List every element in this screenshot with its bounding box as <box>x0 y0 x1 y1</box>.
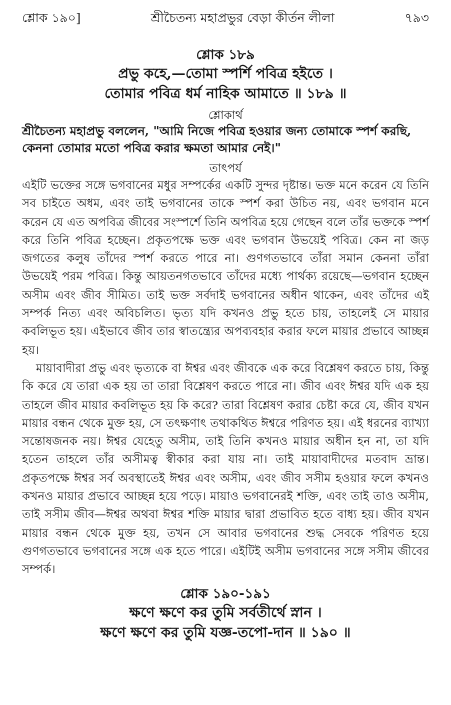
translation-text: শ্রীচৈতন্য মহাপ্রভু বললেন, "আমি নিজে পবিত্র হওয়ার জন্য তোমাকে স্পর্শ করছি, কেননা তোমার মতো পবিত্র করার ক্ষমতা আমার নেই।" <box>22 124 412 155</box>
next-verse-line-2: ক্ষণে ক্ষণে কর তুমি যজ্ঞ-তপো-দান ॥ ১৯০ ॥ <box>100 624 351 641</box>
header-verse-ref: শ্লোক ১৯০] <box>22 10 81 25</box>
verse-line-1: প্রভু কহে,—তোমা স্পর্শি পবিত্র হইতে । <box>118 66 333 82</box>
verse-line-2: তোমার পবিত্র ধর্ম নাহিক আমাতে ॥ ১৮৯ ॥ <box>104 86 347 102</box>
running-header <box>22 8 429 28</box>
purport-paragraph: মায়াবাদীরা প্রভু এবং ভৃত্যকে বা ঈশ্বর এবং জীবকে এক করে বিশ্লেষণ করতে চায়, কিন্তু কি করে যে তারা এক হয় তা তারা বিশ্লেষণ করতে পারে না। জীব এবং ঈশ্বর যদি এক হয় তাহলে জীব মায়ার কবলিভূত হয় কি করে? তারা বিশ্লেষণ করার চেষ্টা করে যে, জীব যখন মায়ার বন্ধন থেকে মুক্ত হয়, সে তৎক্ষণাৎ তথাকথিত ঈশ্বরে পরিণত হয়। এই ধরনের ব্যাখ্যা সন্তোষজনক নয়। ঈশ্বর যেহেতু অসীম, তাই তিনি কখনও মায়ার অধীন হন না, তা যদি হতেন তাহলে তাঁর অসীমত্ব স্বীকার করা যায় না। তাই মায়াবাদীদের মতবাদ ভ্রান্ত। প্রকৃতপক্ষে ঈশ্বর সর্ব অবস্থাতেই ঈশ্বর এবং অসীম, এবং জীব সসীম হওয়ার ফলে কখনও কখনও মায়ার প্রভাবে আচ্ছন্ন হয়ে পড়ে। মায়াও ভগবানেরই শক্তি, এবং তাই তাও অসীম, তাই সসীম জীব—ঈশ্বর অথবা ঈশ্বর শক্তি মায়ার দ্বারা প্রভাবিত হতে বাধ্য হয়। জীব যখন মায়ার বন্ধন থেকে মুক্ত হয়, তখন সে আবার ভগবানের শুদ্ধ সেবকে পরিণত হয়ে গুণগতভাবে ভগবানের সঙ্গে এক হতে পারে। এইটিই অসীম ভগবানের সঙ্গে সসীম জীবের সম্পর্ক। <box>22 360 429 577</box>
purport-paragraph: এইটি ভক্তের সঙ্গে ভগবানের মধুর সম্পর্কের একটি সুন্দর দৃষ্টান্ত। ভক্ত মনে করেন যে তিনি সব চাইতে অধম, এবং তাই ভগবানের তাকে স্পর্শ করা উচিত নয়, এবং ভগবান মনে করেন যে এত অপবিত্র জীবের সংস্পর্শে তিনি অপবিত্র হয়ে গেছেন বলে তাঁর ভক্তকে স্পর্শ করে তিনি পবিত্র হচ্ছেন। প্রকৃতপক্ষে ভক্ত এবং ভগবান উভয়েই পবিত্র। কেন না জড় জগতের কলুষ তাঁদের স্পর্শ করতে পারে না। গুণগতভাবে তাঁরা সমান কেননা তাঁরা উভয়েই পরম পবিত্র। কিন্তু আয়তনগতভাবে তাঁদের মধ্যে পার্থক্য রয়েছে—ভগবান হচ্ছেন অসীম এবং জীব সীমিত। তাই ভক্ত সর্বদাই ভগবানের অধীন থাকেন, এবং তাঁদের এই সম্পর্ক নিত্য এবং অবিচলিত। ভৃত্য যদি কখনও প্রভু হতে চায়, তাহলেই সে মায়ার কবলিভূত হয়। এইভাবে জীব তার স্বাতন্ত্র্যের অপব্যবহার করার ফলে মায়ার প্রভাবে আচ্ছন্ন হয়। <box>22 178 430 357</box>
next-verse-line-1: ক্ষণে ক্ষণে কর তুমি সর্বতীর্থে স্নান । <box>129 604 322 621</box>
next-verse-number: শ্লোক ১৯০-১৯১ <box>180 585 271 602</box>
purport-heading: তাৎপর্য <box>209 161 242 175</box>
purport-body <box>22 176 429 579</box>
header-chapter-title: শ্রীচৈতন্য মহাপ্রভুর বেড়া কীর্তন লীলা <box>150 10 335 25</box>
translation-heading: শ্লোকার্থ <box>208 108 243 122</box>
verse-number: শ্লোক ১৮৯ <box>196 47 255 63</box>
page-number: ৭৯৩ <box>404 10 429 25</box>
